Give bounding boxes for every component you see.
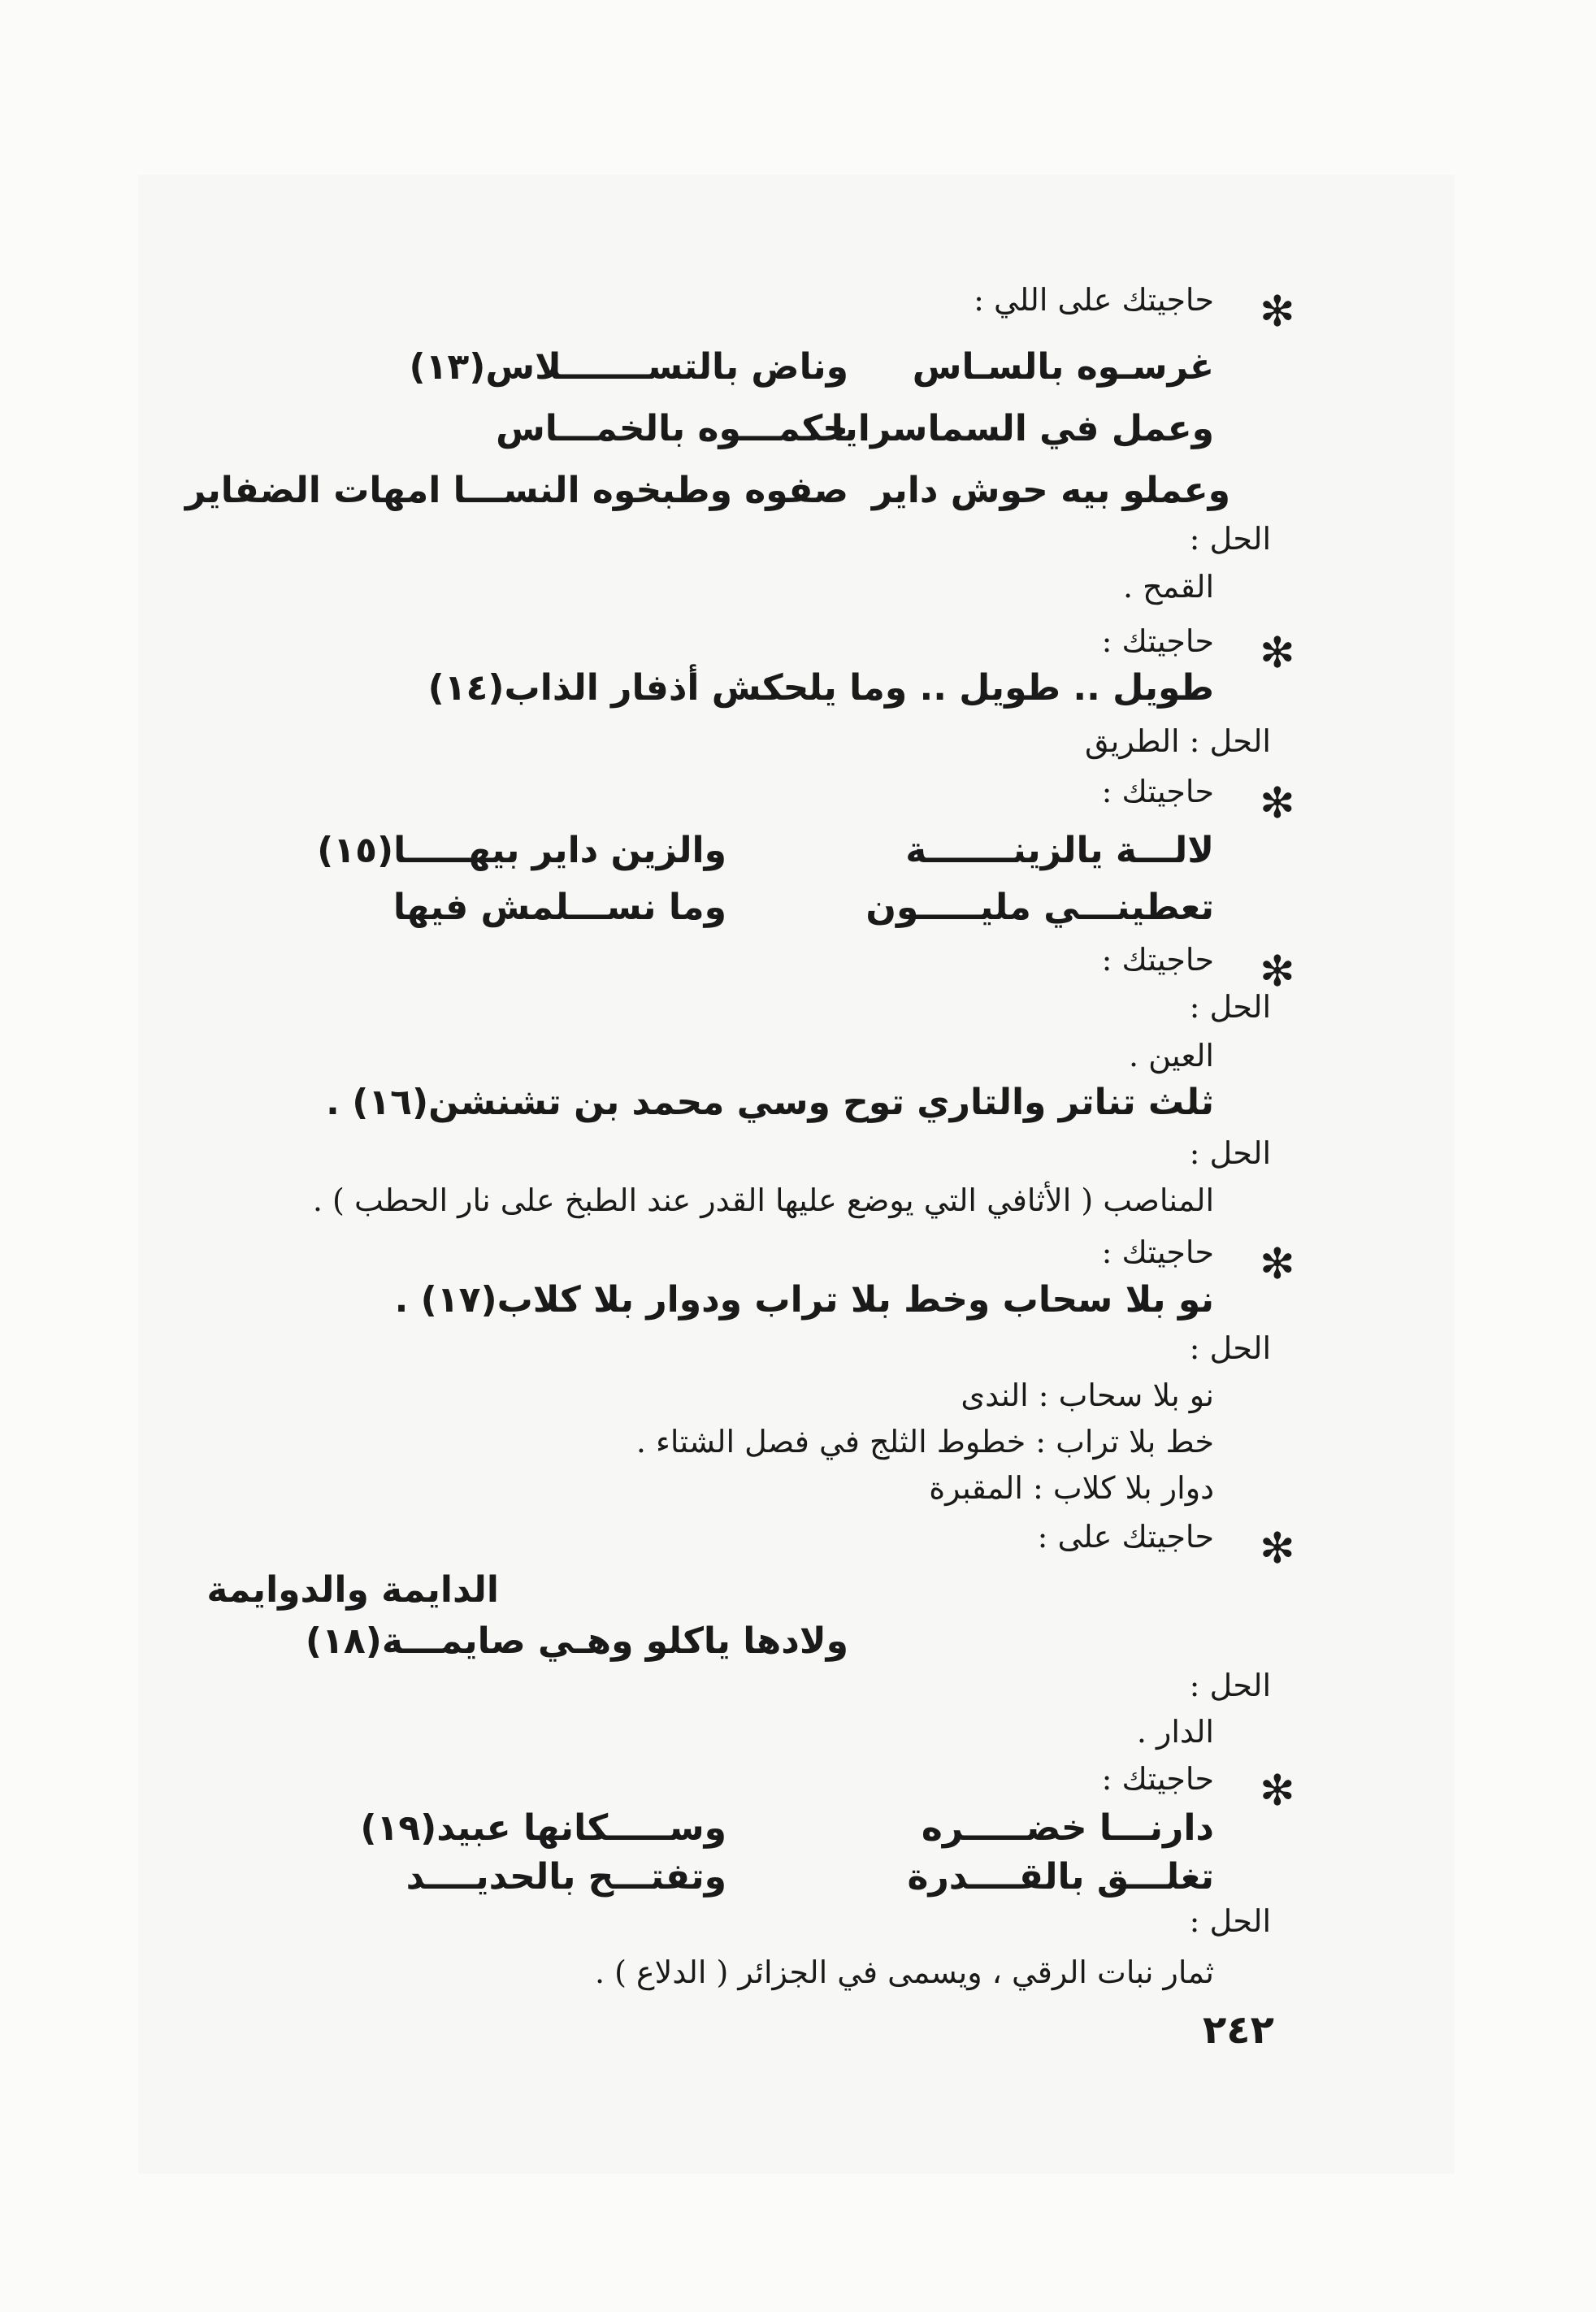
- verse-line: تعطينـــي مليـــــون: [865, 887, 1214, 928]
- solution-label: الحل :: [1189, 1330, 1271, 1366]
- riddle-prompt: حاجيتك :: [1101, 774, 1214, 809]
- riddle-prompt: حاجيتك :: [1101, 1234, 1214, 1270]
- asterisk-icon: ✻: [1260, 1767, 1295, 1815]
- solution-text: نو بلا سحاب : الندى: [961, 1377, 1214, 1413]
- solution-text: دوار بلا كلاب : المقبرة: [929, 1470, 1214, 1506]
- asterisk-icon: ✻: [1260, 1240, 1295, 1289]
- verse-line: حكمـــوه بالخمـــاس: [496, 408, 848, 449]
- riddle-line: ثلث تناتر والتاري توح وسي محمد بن تشنشن(١٦) .: [326, 1082, 1214, 1123]
- verse-line: دارنـــا خضـــــره: [921, 1807, 1214, 1849]
- verse-line: والزين داير بيهـــــا(١٥): [317, 830, 726, 871]
- riddle-prompt: حاجيتك :: [1101, 623, 1214, 659]
- verse-line: وما نســـلمش فيها: [392, 887, 726, 928]
- asterisk-icon: ✻: [1260, 629, 1295, 678]
- solution-text: العين .: [1128, 1038, 1214, 1074]
- asterisk-icon: ✻: [1260, 1525, 1295, 1573]
- solution-label: الحل :: [1189, 989, 1271, 1025]
- verse-line: غرسـوه بالسـاس: [912, 346, 1214, 388]
- riddle-prompt: حاجيتك :: [1101, 942, 1214, 978]
- solution-label: الحل :: [1189, 1135, 1271, 1171]
- solution-label: الحل :: [1189, 1903, 1271, 1939]
- verse-line: وناض بالتســـــــلاس(١٣): [409, 346, 848, 388]
- solution-text: القمح .: [1122, 569, 1214, 605]
- verse-line: الدايمة والدوايمة: [206, 1569, 499, 1611]
- riddle-line: طويل .. طويل .. وما يلحكش أذفار الذاب(١٤): [427, 667, 1214, 709]
- riddle-prompt: حاجيتك :: [1101, 1761, 1214, 1797]
- solution-label: الحل :: [1189, 1668, 1271, 1703]
- verse-line: وســـــكانها عبيد(١٩): [360, 1807, 726, 1849]
- riddle-prompt: حاجيتك على اللي :: [974, 282, 1214, 318]
- verse-line: صفوه وطبخوه النســـا امهات الضفاير: [184, 470, 848, 511]
- solution-label: الحل :: [1189, 521, 1271, 557]
- solution-text: المناصب ( الأثافي التي يوضع عليها القدر عند الطبخ على نار الحطب ) .: [312, 1182, 1214, 1218]
- riddle-line: نو بلا سحاب وخط بلا تراب ودوار بلا كلاب(١٧) .: [394, 1279, 1214, 1321]
- verse-line: وتفتـــح بالحديــــد: [406, 1856, 726, 1898]
- page-number: ٢٤٢: [1203, 2007, 1274, 2053]
- verse-line: لالـــة يالزينـــــــة: [905, 830, 1214, 871]
- asterisk-icon: ✻: [1260, 288, 1295, 336]
- verse-line: تغلـــق بالقــــدرة: [907, 1856, 1214, 1898]
- solution-text: ثمار نبات الرقي ، ويسمى في الجزائر ( الدلاع ) .: [594, 1954, 1214, 1990]
- verse-line: ولادها ياكلو وهـي صايمـــة(١٨): [305, 1620, 848, 1662]
- riddle-prompt: حاجيتك على :: [1037, 1519, 1214, 1555]
- solution-text: الحل : الطريق: [1085, 723, 1271, 759]
- asterisk-icon: ✻: [1260, 779, 1295, 828]
- solution-text: الدار .: [1136, 1714, 1214, 1750]
- verse-line: وعملو بيه حوش داير: [871, 470, 1230, 511]
- solution-text: خط بلا تراب : خطوط الثلج في فصل الشتاء .: [635, 1424, 1214, 1460]
- asterisk-icon: ✻: [1260, 948, 1295, 996]
- verse-line: وعمل في السماسرايا: [831, 408, 1214, 449]
